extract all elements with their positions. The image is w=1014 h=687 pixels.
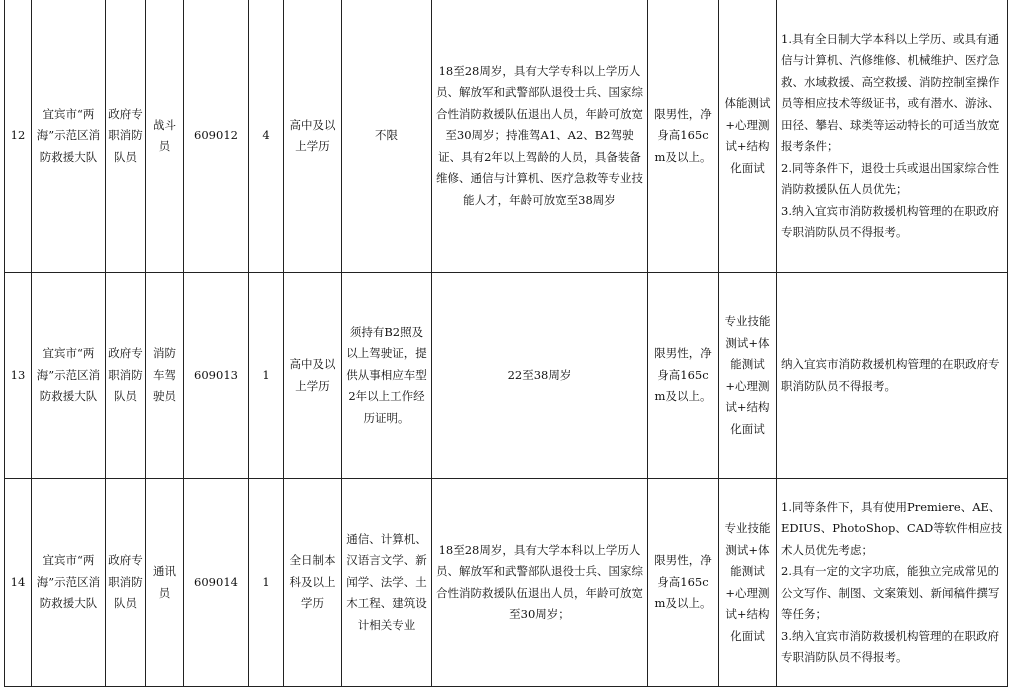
exam-method: 专业技能测试+体能测试+心理测试+结构化面试 <box>719 273 777 479</box>
position-code: 609014 <box>184 479 249 687</box>
position-code: 609013 <box>184 273 249 479</box>
major-requirement: 不限 <box>342 0 432 273</box>
recruitment-table <box>4 0 1008 687</box>
hiring-count: 1 <box>249 273 284 479</box>
condition-item: 纳入宜宾市消防救援机构管理的在职政府专职消防队员不得报考。 <box>781 357 1000 393</box>
age-requirement: 18至28周岁，具有大学本科以上学历人员、解放军和武警部队退役士兵、国家综合性消防救援队伍退出人员，年龄可放宽至30周岁； <box>432 479 648 687</box>
education-requirement: 全日制本科及以上学历 <box>284 479 342 687</box>
age-requirement: 22至38周岁 <box>432 273 648 479</box>
table-row <box>5 0 1008 273</box>
exam-method: 专业技能测试+体能测试+心理测试+结构化面试 <box>719 479 777 687</box>
physical-requirement: 限男性，净身高165cm及以上。 <box>648 0 719 273</box>
staff-category: 政府专职消防队员 <box>106 0 146 273</box>
condition-item: 1.同等条件下，具有使用Premiere、AE、EDIUS、PhotoShop、CAD等软件相应技术人员优先考虑； <box>781 499 1003 557</box>
major-requirement: 通信、计算机、汉语言文学、新闻学、法学、土木工程、建筑设计相关专业 <box>342 479 432 687</box>
major-requirement: 须持有B2照及以上驾驶证，提供从事相应车型2年以上工作经历证明。 <box>342 273 432 479</box>
condition-item: 3.纳入宜宾市消防救援机构管理的在职政府专职消防队员不得报考。 <box>781 203 999 239</box>
staff-category: 政府专职消防队员 <box>106 479 146 687</box>
row-number: 12 <box>5 0 32 273</box>
hiring-count: 1 <box>249 479 284 687</box>
physical-requirement: 限男性，净身高165cm及以上。 <box>648 273 719 479</box>
exam-method: 体能测试+心理测试+结构化面试 <box>719 0 777 273</box>
condition-item: 2.具有一定的文字功底，能独立完成常见的公文写作、制图、文案策划、新闻稿件撰写等任务； <box>781 564 1000 621</box>
hiring-unit: 宜宾市“两海”示范区消防救援大队 <box>32 273 106 479</box>
table-row <box>5 479 1008 687</box>
education-requirement: 高中及以上学历 <box>284 273 342 479</box>
hiring-unit: 宜宾市“两海”示范区消防救援大队 <box>32 0 106 273</box>
other-conditions <box>777 273 1008 479</box>
position-name: 战斗员 <box>146 0 184 273</box>
condition-item: 2.同等条件下，退役士兵或退出国家综合性消防救援队伍人员优先； <box>781 160 999 196</box>
position-code: 609012 <box>184 0 249 273</box>
position-name: 通讯员 <box>146 479 184 687</box>
other-conditions <box>777 479 1008 687</box>
hiring-count: 4 <box>249 0 284 273</box>
table-row <box>5 273 1008 479</box>
row-number: 14 <box>5 479 32 687</box>
education-requirement: 高中及以上学历 <box>284 0 342 273</box>
position-name: 消防车驾驶员 <box>146 273 184 479</box>
physical-requirement: 限男性，净身高165cm及以上。 <box>648 479 719 687</box>
condition-item: 1.具有全日制大学本科以上学历、或具有通信与计算机、汽修维修、机械维护、医疗急救、水域救援、高空救援、消防控制室操作员等相应技术等级证书，或有潜水、游泳、田径、攀岩、球类等运动特长的可适当放宽报考条件； <box>781 31 1000 153</box>
staff-category: 政府专职消防队员 <box>106 273 146 479</box>
condition-item: 3.纳入宜宾市消防救援机构管理的在职政府专职消防队员不得报考。 <box>781 628 999 664</box>
age-requirement: 18至28周岁，具有大学专科以上学历人员、解放军和武警部队退役士兵、国家综合性消防救援队伍退出人员，年龄可放宽至30周岁；持准驾A1、A2、B2驾驶证、具有2年以上驾龄的人员，具备装备维修、通信与计算机、医疗急救等专业技能人才，年龄可放宽至38周岁 <box>432 0 648 273</box>
hiring-unit: 宜宾市“两海”示范区消防救援大队 <box>32 479 106 687</box>
row-number: 13 <box>5 273 32 479</box>
other-conditions <box>777 0 1008 273</box>
